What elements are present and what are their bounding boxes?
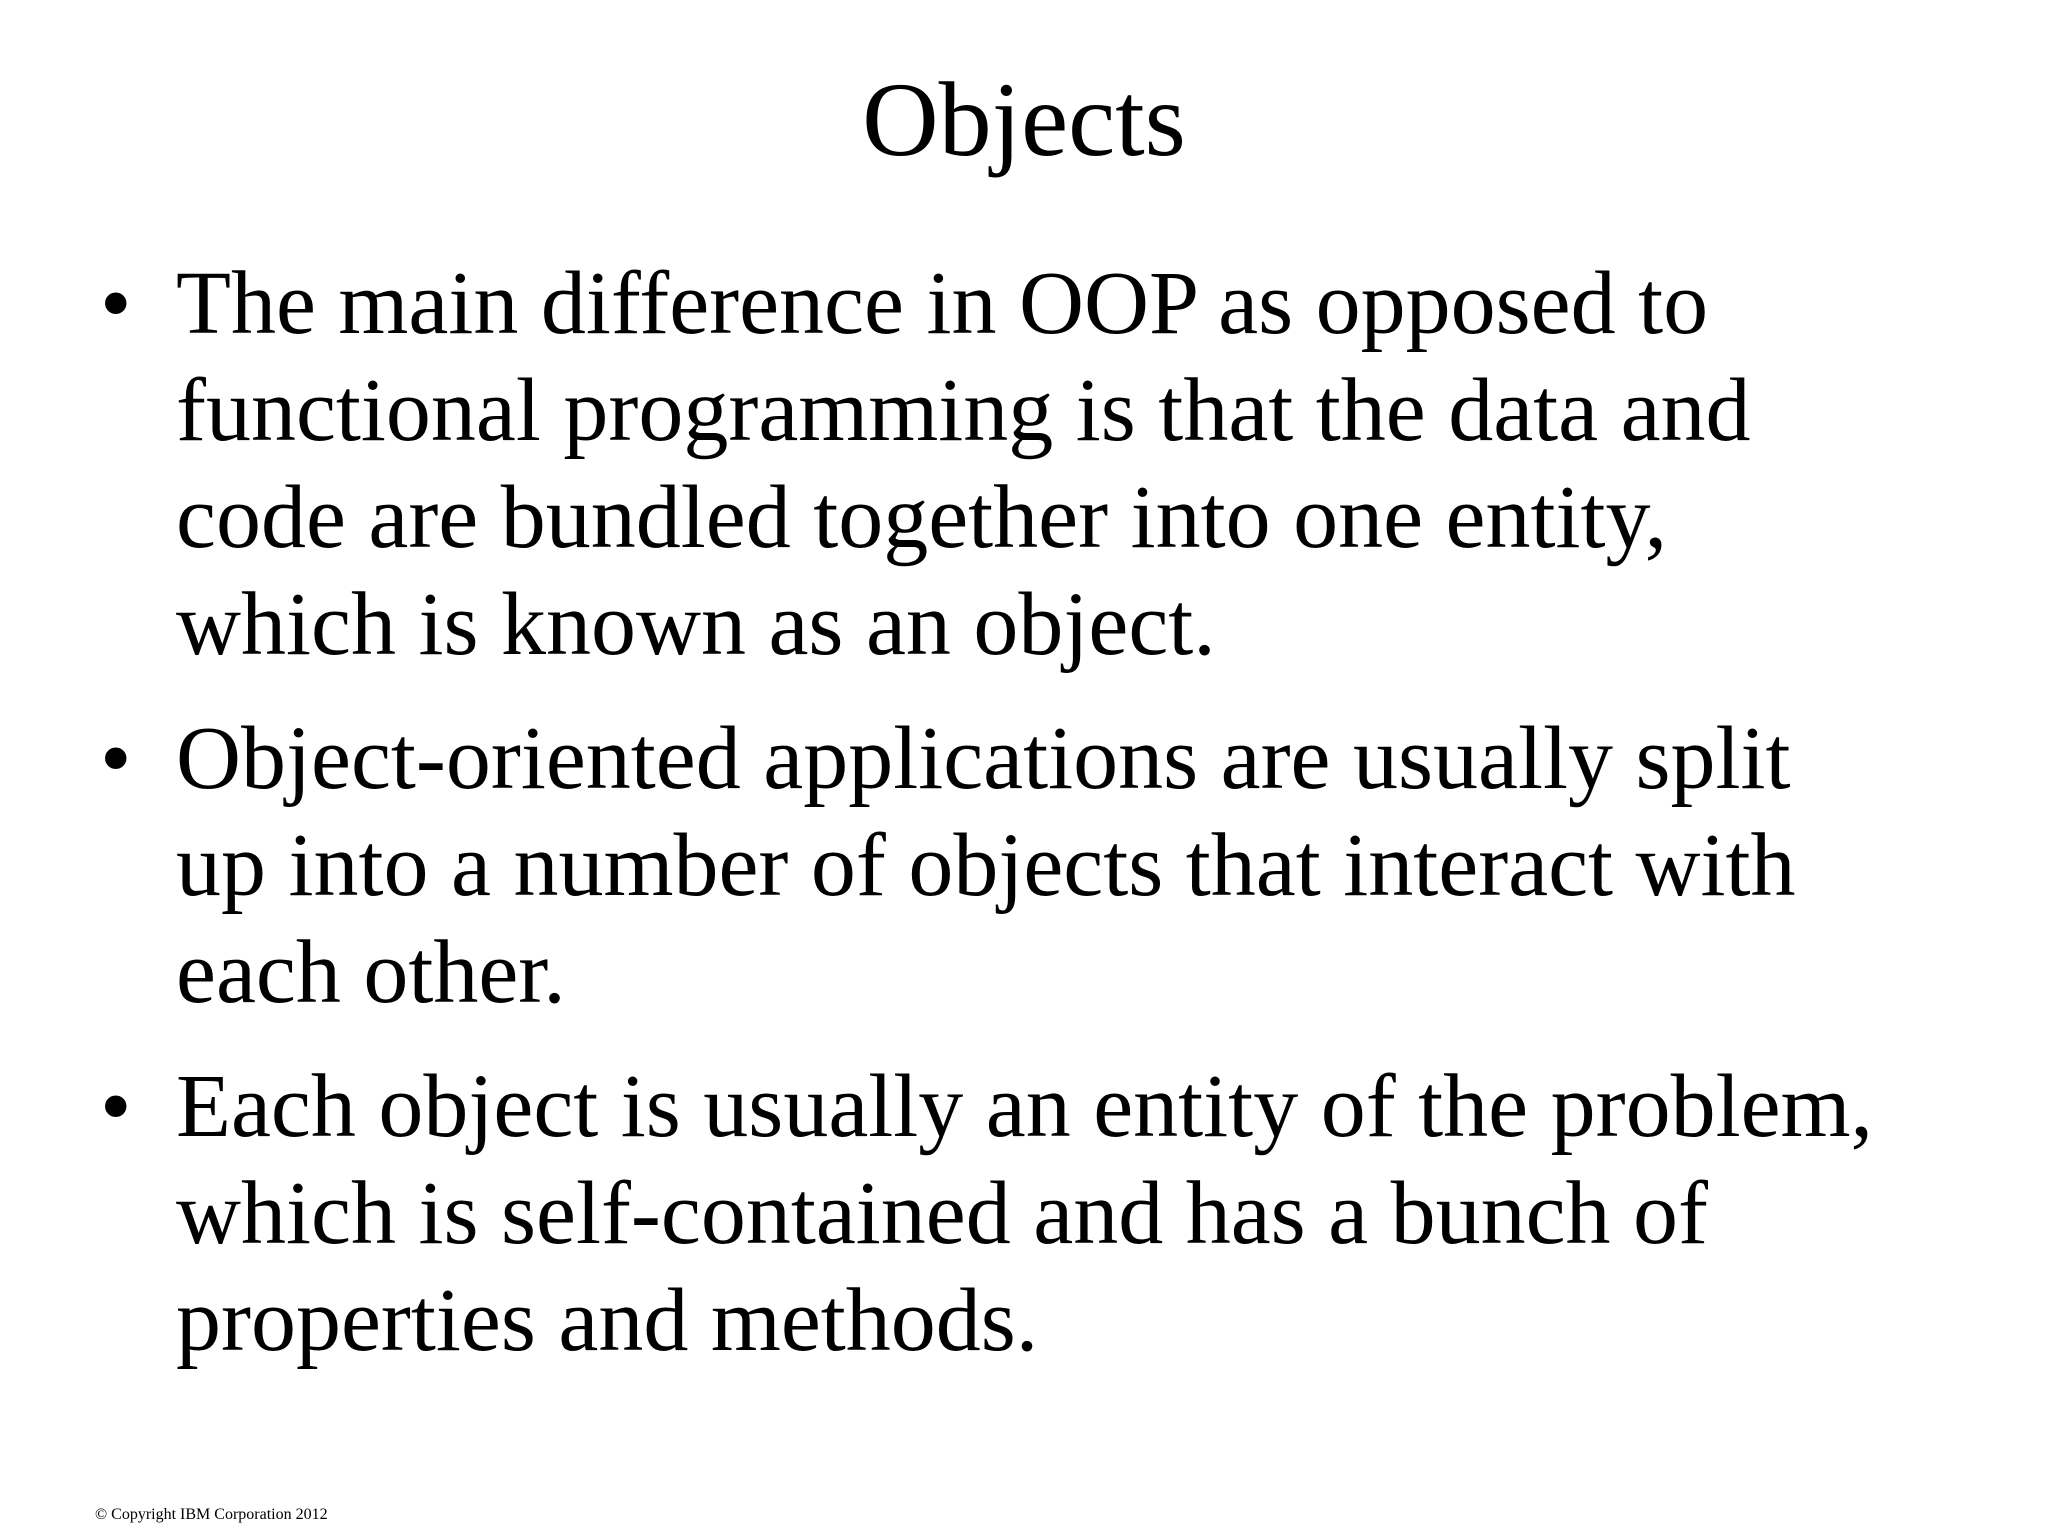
bullet-line: each other. bbox=[176, 923, 566, 1022]
bullet-line: Each object is usually an entity of the problem, bbox=[176, 1057, 1874, 1156]
bullet-line: code are bundled together into one entity, bbox=[176, 468, 1668, 567]
copyright-footer: © Copyright IBM Corporation 2012 bbox=[95, 1506, 328, 1523]
bullet-item bbox=[100, 1053, 2000, 1374]
bullet-line: properties and methods. bbox=[176, 1271, 1039, 1370]
bullet-item bbox=[100, 705, 2000, 1026]
bullet-icon: • bbox=[100, 254, 132, 353]
bullet-line: up into a number of objects that interact with bbox=[176, 816, 1796, 915]
bullet-line: The main difference in OOP as opposed to bbox=[176, 254, 1709, 353]
bullet-icon: • bbox=[100, 1057, 132, 1156]
bullet-line: functional programming is that the data and bbox=[176, 361, 1751, 460]
bullet-list bbox=[100, 250, 2000, 1401]
slide-title: Objects bbox=[862, 61, 1186, 178]
bullet-item bbox=[100, 250, 2000, 678]
bullet-icon: • bbox=[100, 709, 132, 808]
bullet-line: which is self-contained and has a bunch of bbox=[176, 1164, 1709, 1263]
bullet-line: Object-oriented applications are usually split bbox=[176, 709, 1791, 808]
bullet-line: which is known as an object. bbox=[176, 575, 1216, 674]
